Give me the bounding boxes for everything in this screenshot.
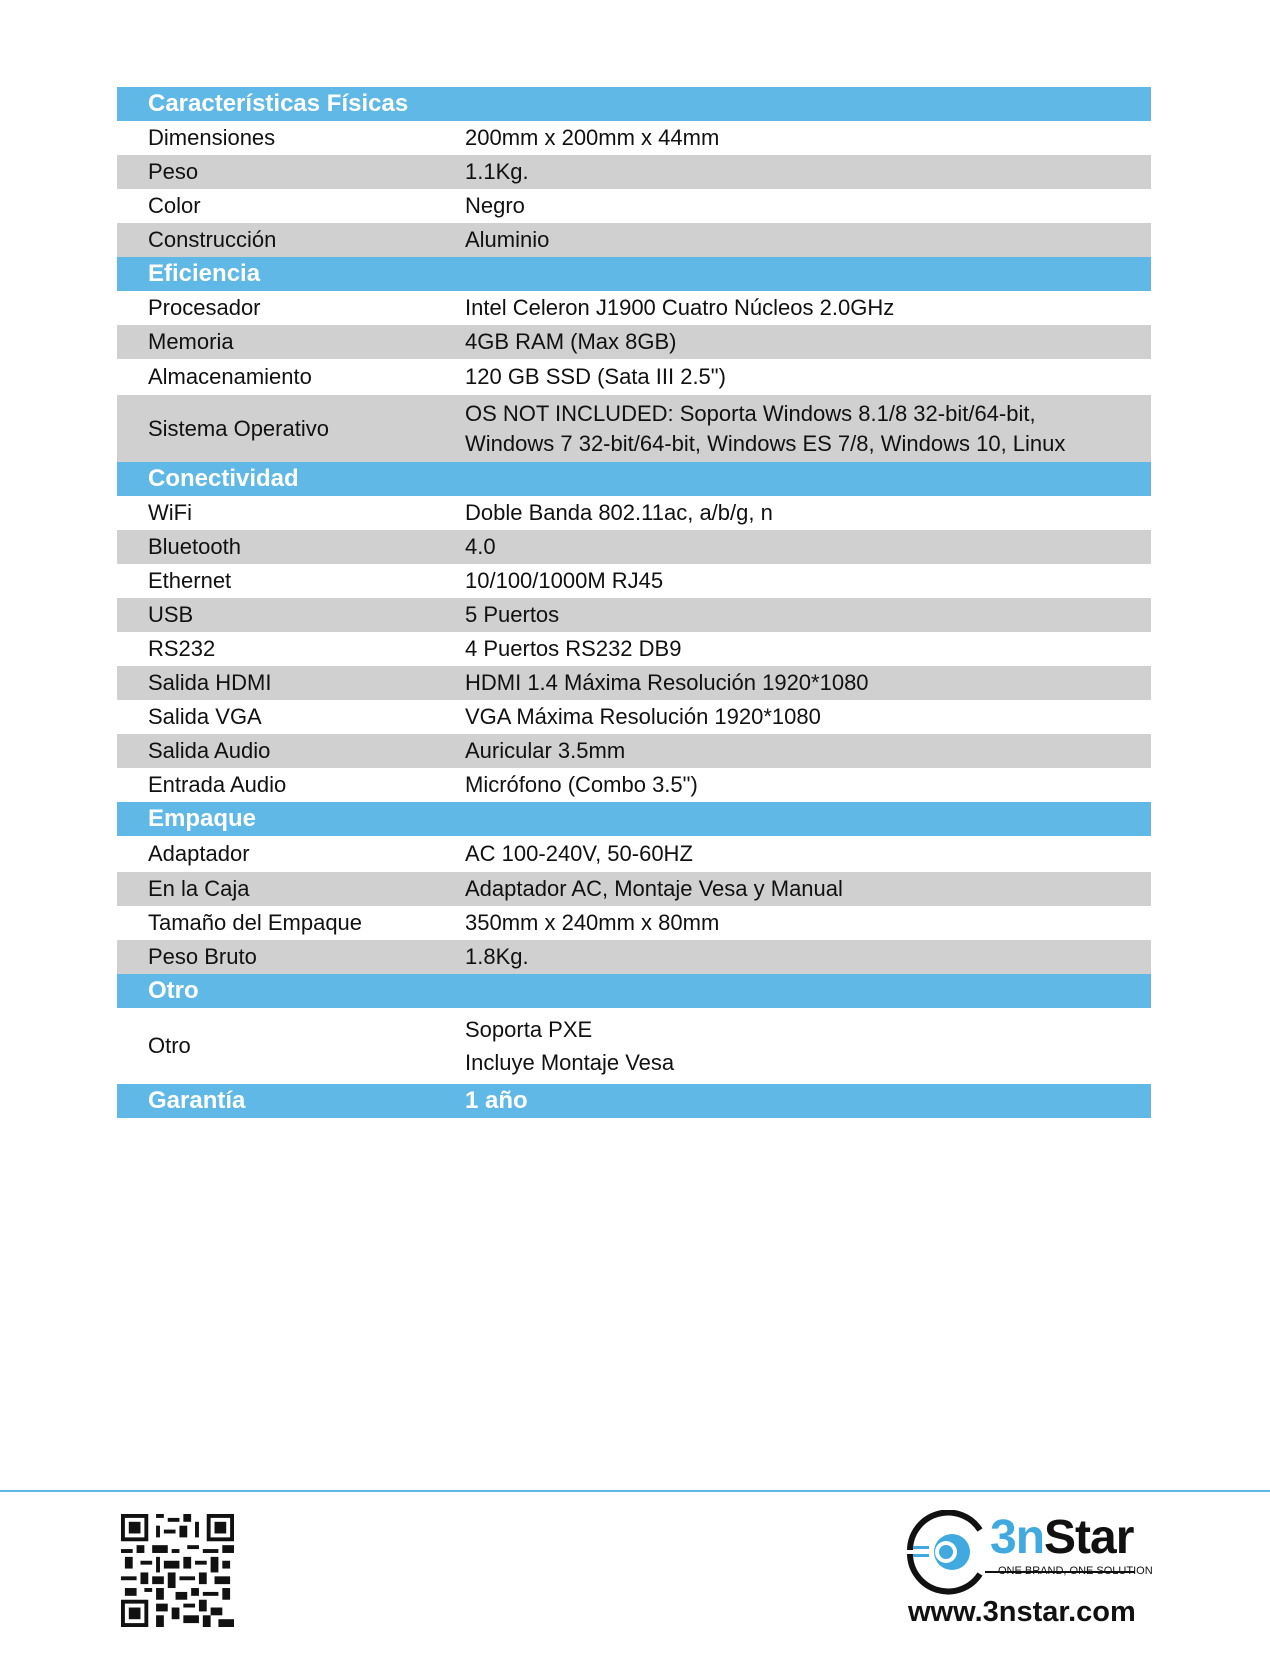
table-row: [117, 395, 1151, 462]
row-value-line2: Incluye Montaje Vesa: [465, 1050, 675, 1075]
table-row: [117, 155, 1151, 189]
row-value: Doble Banda 802.11ac, a/b/g, n: [465, 500, 773, 525]
table-row: [117, 836, 1151, 872]
row-label: Memoria: [148, 329, 234, 354]
table-row: [117, 632, 1151, 666]
row-value: Negro: [465, 193, 525, 218]
table-row: [117, 530, 1151, 564]
row-value: 1.8Kg.: [465, 944, 529, 969]
warranty-value: 1 año: [465, 1087, 528, 1114]
row-value: AC 100-240V, 50-60HZ: [465, 841, 693, 866]
row-label: Ethernet: [148, 568, 232, 593]
row-label: Salida HDMI: [148, 670, 272, 695]
row-label: Salida Audio: [148, 738, 271, 763]
table-row: [117, 121, 1151, 155]
section-title: Empaque: [148, 805, 257, 832]
table-row: [117, 291, 1151, 325]
row-label: Bluetooth: [148, 534, 241, 559]
row-label: Otro: [148, 1033, 191, 1058]
table-row: [117, 734, 1151, 768]
footer-divider: [0, 1490, 1270, 1492]
row-label: En la Caja: [148, 876, 250, 901]
row-value: 5 Puertos: [465, 602, 560, 627]
row-value: Aluminio: [465, 227, 550, 252]
row-label: Peso: [148, 159, 199, 184]
table-row: [117, 940, 1151, 974]
table-row: [117, 496, 1151, 530]
row-label: Adaptador: [148, 841, 250, 866]
brand-tagline: ONE BRAND, ONE SOLUTION: [998, 1565, 1153, 1577]
row-value: Adaptador AC, Montaje Vesa y Manual: [465, 876, 843, 901]
section-title: Otro: [148, 977, 199, 1004]
table-row: [117, 223, 1151, 257]
table-row: [117, 700, 1151, 734]
section-title: Conectividad: [148, 465, 299, 492]
row-label: Salida VGA: [148, 704, 262, 729]
row-label: Entrada Audio: [148, 772, 287, 797]
row-label: Construcción: [148, 227, 277, 252]
row-value: 350mm x 240mm x 80mm: [465, 910, 720, 935]
row-value: Auricular 3.5mm: [465, 738, 626, 763]
table-row: [117, 598, 1151, 632]
table-row: [117, 1008, 1151, 1084]
row-label: Peso Bruto: [148, 944, 257, 969]
table-row: [117, 359, 1151, 395]
row-value: Intel Celeron J1900 Cuatro Núcleos 2.0GHz: [465, 295, 895, 320]
row-value: 1.1Kg.: [465, 159, 529, 184]
table-row: [117, 768, 1151, 802]
row-label: Almacenamiento: [148, 364, 312, 389]
row-label: USB: [148, 602, 194, 627]
row-label: WiFi: [148, 500, 192, 525]
row-value: OS NOT INCLUDED: Soporta Windows 8.1/8 32-bit/64-bit,: [465, 400, 1036, 426]
row-value: 120 GB SSD (Sata III 2.5"): [465, 364, 726, 389]
row-value: 4.0: [465, 534, 496, 559]
table-row: [117, 189, 1151, 223]
qr-code-icon: [121, 1514, 234, 1627]
website-link[interactable]: www.3nstar.com: [908, 1596, 1136, 1628]
row-value: 4GB RAM (Max 8GB): [465, 329, 677, 354]
section-header-other: [117, 974, 1151, 1008]
row-label: Color: [148, 193, 201, 218]
row-value: VGA Máxima Resolución 1920*1080: [465, 704, 821, 729]
row-label: Dimensiones: [148, 125, 276, 150]
table-row: [117, 906, 1151, 940]
section-header-connectivity: [117, 462, 1151, 496]
row-value-line2: Windows 7 32-bit/64-bit, Windows ES 7/8, Windows 10, Linux: [465, 430, 1066, 456]
row-value: 4 Puertos RS232 DB9: [465, 636, 682, 661]
warranty-label: Garantía: [148, 1087, 246, 1114]
spec-table: [117, 87, 1151, 1118]
section-title: Eficiencia: [148, 260, 261, 287]
row-label: Procesador: [148, 295, 261, 320]
row-value: 200mm x 200mm x 44mm: [465, 125, 720, 150]
brand-name: 3nStar: [990, 1511, 1134, 1564]
row-label: Sistema Operativo: [148, 415, 329, 441]
row-label: Tamaño del Empaque: [148, 910, 363, 935]
row-value: HDMI 1.4 Máxima Resolución 1920*1080: [465, 670, 869, 695]
table-row: [117, 564, 1151, 598]
section-header-efficiency: [117, 257, 1151, 291]
section-header-physical: [117, 87, 1151, 121]
table-row: [117, 872, 1151, 906]
row-label: RS232: [148, 636, 216, 661]
row-value: Soporta PXE: [465, 1017, 593, 1042]
section-title: Características Físicas: [148, 90, 409, 117]
section-header-packaging: [117, 802, 1151, 836]
row-value: 10/100/1000M RJ45: [465, 568, 664, 593]
row-value: Micrófono (Combo 3.5"): [465, 772, 698, 797]
table-row: [117, 666, 1151, 700]
warranty-row: [117, 1084, 1151, 1118]
table-row: [117, 325, 1151, 359]
